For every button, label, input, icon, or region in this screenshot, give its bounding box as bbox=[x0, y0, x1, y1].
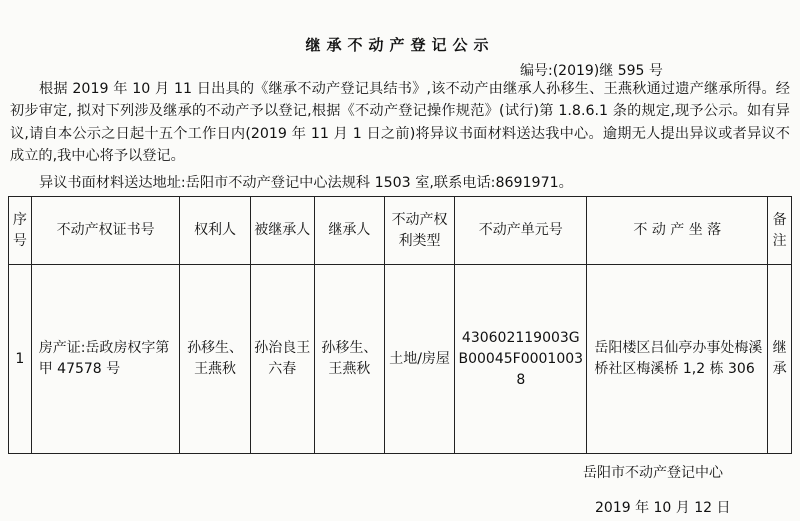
header-unit-no: 不动产单元号 bbox=[455, 197, 587, 265]
document-number: 编号:(2019)继 595 号 bbox=[520, 63, 663, 79]
document-title: 继承不动产登记公示 bbox=[305, 36, 495, 54]
cell-cert: 房产证:岳政房权字第甲 47578 号 bbox=[31, 265, 180, 454]
cell-location: 岳阳楼区吕仙亭办事处梅溪桥社区梅溪桥 1,2 栋 306 bbox=[587, 265, 768, 454]
cell-seq: 1 bbox=[9, 265, 32, 454]
header-heir: 继承人 bbox=[314, 197, 384, 265]
header-right-type: 不动产权利类型 bbox=[384, 197, 454, 265]
issue-date: 2019 年 10 月 12 日 bbox=[595, 500, 731, 516]
cell-remark: 继承 bbox=[768, 265, 792, 454]
cell-heir: 孙移生、王燕秋 bbox=[314, 265, 384, 454]
issuing-organization: 岳阳市不动产登记中心 bbox=[583, 465, 723, 481]
cell-owner: 孙移生、王燕秋 bbox=[180, 265, 250, 454]
header-decedent: 被继承人 bbox=[250, 197, 314, 265]
table-header-row bbox=[9, 197, 792, 265]
table-row bbox=[9, 265, 792, 454]
property-table bbox=[8, 196, 792, 454]
notice-paragraph: 根据 2019 年 10 月 11 日出具的《继承不动产登记具结书》,该不动产由继承人孙移生、王燕秋通过遗产继承所得。经初步审定, 拟对下列涉及继承的不动产予以登记,根据《不动产登记操作规范》(试行)第 1.8.6.1 条的规定,现予公示。如有异议,请自本公示之日起十五个工作日内(2019 年 11 月 1 日之前)将异议书面材料送达我中心。逾期无人提出异议或者异议不成立的,我中心将予以登记。 bbox=[10, 81, 790, 165]
cell-decedent: 孙治良王六春 bbox=[250, 265, 314, 454]
notice-body bbox=[10, 78, 790, 168]
header-location: 不 动 产 坐 落 bbox=[587, 197, 768, 265]
objection-address: 异议书面材料送达地址:岳阳市不动产登记中心法规科 1503 室,联系电话:8691971。 bbox=[39, 175, 573, 191]
header-owner: 权利人 bbox=[180, 197, 250, 265]
header-cert: 不动产权证书号 bbox=[31, 197, 180, 265]
cell-right-type: 土地/房屋 bbox=[384, 265, 454, 454]
header-seq: 序号 bbox=[9, 197, 32, 265]
cell-unit-no: 430602119003GB00045F00010038 bbox=[455, 265, 587, 454]
header-remark: 备注 bbox=[768, 197, 792, 265]
